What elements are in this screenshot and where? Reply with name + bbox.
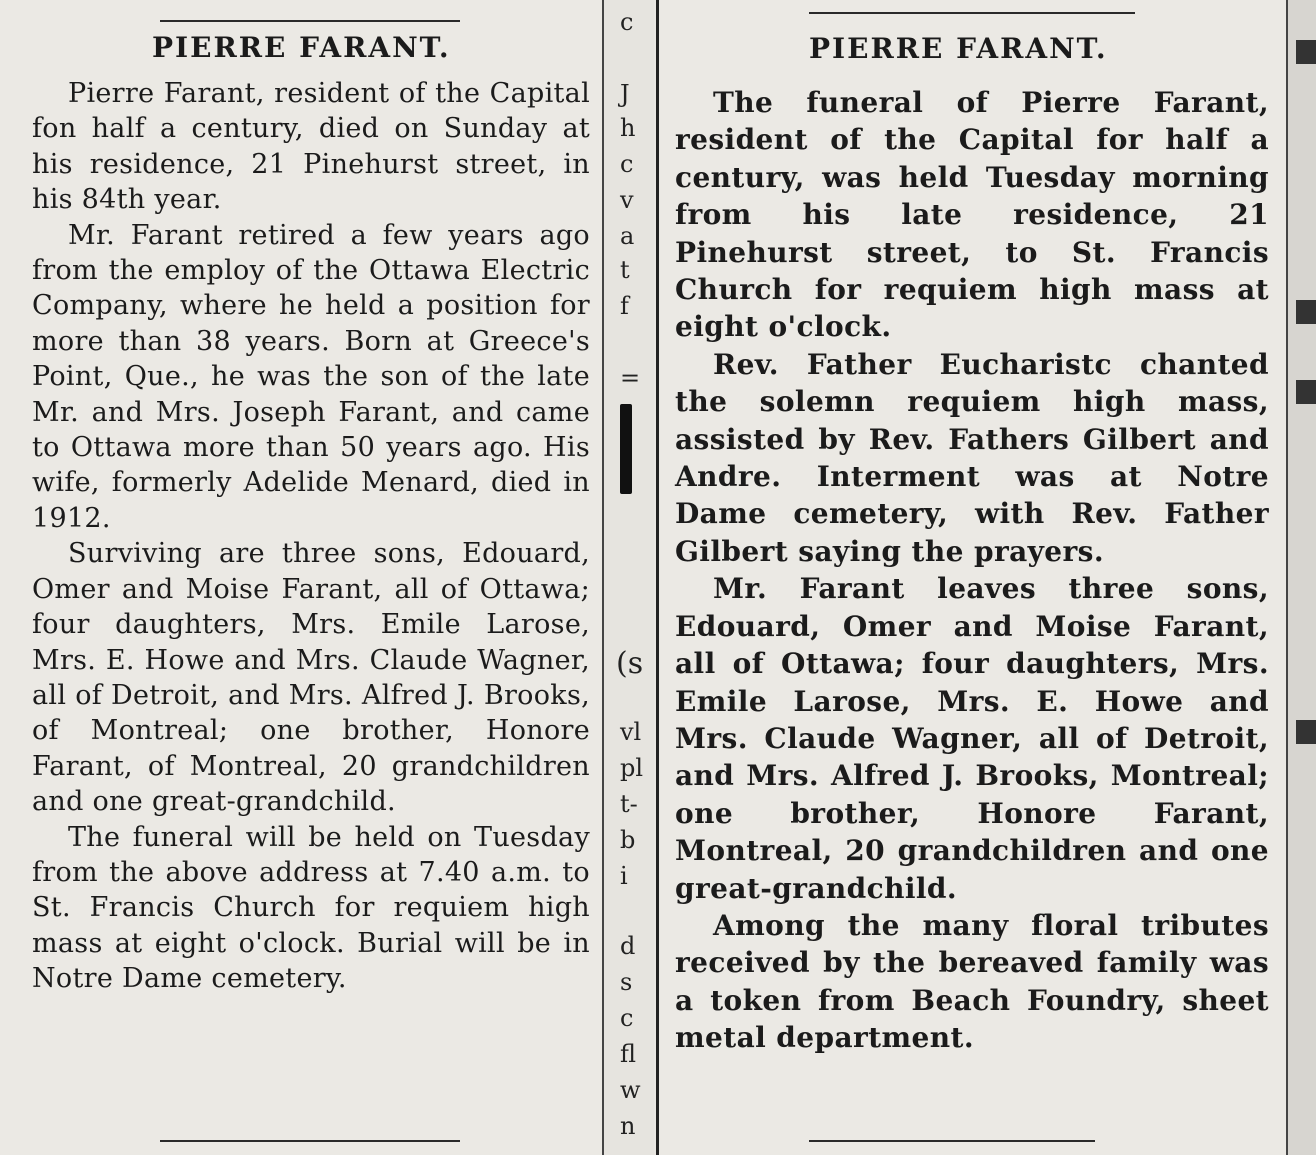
bottom-rule xyxy=(809,1140,1095,1142)
column-fragment: pl xyxy=(620,754,644,782)
left-obituary-clipping xyxy=(0,0,602,1155)
column-fragment: n xyxy=(620,1112,636,1140)
right-obituary-clipping xyxy=(656,0,1286,1155)
article-body xyxy=(675,84,1269,1057)
column-fragment: a xyxy=(620,222,635,250)
ink-stub xyxy=(1296,720,1316,744)
top-rule xyxy=(809,12,1135,14)
paragraph: Mr. Farant leaves three sons, Edouard, Omer and Moise Farant, all of Ottawa; four daughters, Mrs. Emile Larose, Mrs. E. Howe and Mrs. Claude Wagner, all of Detroit, and Mrs. Alfred J. Brooks, Montreal; one brother, Honore Farant, Montreal, 20 grandchildren and one great-grandchild. xyxy=(675,572,1269,905)
column-fragment: i xyxy=(620,862,628,890)
paragraph: The funeral will be held on Tuesday from the above address at 7.40 a.m. to St. Francis Church for requiem high mass at eight o'clock. Burial will be in Notre Dame cemetery. xyxy=(32,821,590,995)
column-fragment: c xyxy=(620,150,634,178)
column-fragment: (s xyxy=(616,646,644,681)
column-fragment: c xyxy=(620,1004,634,1032)
column-fragment: vl xyxy=(620,718,642,746)
headline: PIERRE FARANT. xyxy=(809,32,1108,65)
column-fragment: J xyxy=(620,80,630,108)
column-fragment: c xyxy=(620,8,634,36)
paragraph: Mr. Farant retired a few years ago from the employ of the Ottawa Electric Company, where he held a position for more than 38 years. Born at Greece's Point, Que., he was the son of the late Mr. and Mrs. Joseph Farant, and came to Ottawa more than 50 years ago. His wife, formerly Adelide Menard, died in 1912. xyxy=(32,219,590,534)
column-fragment: t xyxy=(620,256,630,284)
paragraph: Pierre Farant, resident of the Capital fon half a century, died on Sunday at his residence, 21 Pinehurst street, in his 84th year. xyxy=(32,78,590,216)
column-fragment: f xyxy=(620,292,629,320)
ink-bar xyxy=(620,404,632,494)
column-fragment: w xyxy=(620,1076,641,1104)
column-fragment: = xyxy=(620,364,641,392)
column-fragment: v xyxy=(620,186,634,214)
bottom-rule xyxy=(160,1140,460,1142)
top-rule xyxy=(160,20,460,22)
paragraph: Rev. Father Eucharistc chanted the solemn requiem high mass, assisted by Rev. Fathers Gilbert and Andre. Interment was at Notre Dame cemetery, with Rev. Father Gilbert saying the prayers. xyxy=(675,347,1269,568)
paragraph: Surviving are three sons, Edouard, Omer and Moise Farant, all of Ottawa; four daughters, Mrs. Emile Larose, Mrs. E. Howe and Mrs. Claude Wagner, all of Detroit, and Mrs. Alfred J. Brooks, of Montreal; one brother, Honore Farant, of Montreal, 20 grandchildren and one great-grandchild. xyxy=(32,538,590,818)
adjacent-column-strip xyxy=(602,0,654,1155)
ink-stub xyxy=(1296,380,1316,404)
ink-stub xyxy=(1296,300,1316,324)
column-fragment: fl xyxy=(620,1040,637,1068)
article-body xyxy=(32,76,590,997)
column-fragment: s xyxy=(620,968,633,996)
headline: PIERRE FARANT. xyxy=(152,31,451,64)
paragraph: The funeral of Pierre Farant, resident of the Capital for half a century, was held Tuesday morning from his late residence, 21 Pinehurst street, to St. Francis Church for requiem high mass at eight o'clock. xyxy=(675,86,1269,344)
ink-stub xyxy=(1296,40,1316,64)
column-fragment: d xyxy=(620,932,636,960)
column-fragment: b xyxy=(620,826,636,854)
edge-strip xyxy=(1286,0,1316,1155)
column-fragment: t- xyxy=(620,790,638,818)
column-fragment: h xyxy=(620,114,636,142)
paragraph: Among the many floral tributes received by the bereaved family was a token from Beach Foundry, sheet metal department. xyxy=(675,908,1269,1055)
